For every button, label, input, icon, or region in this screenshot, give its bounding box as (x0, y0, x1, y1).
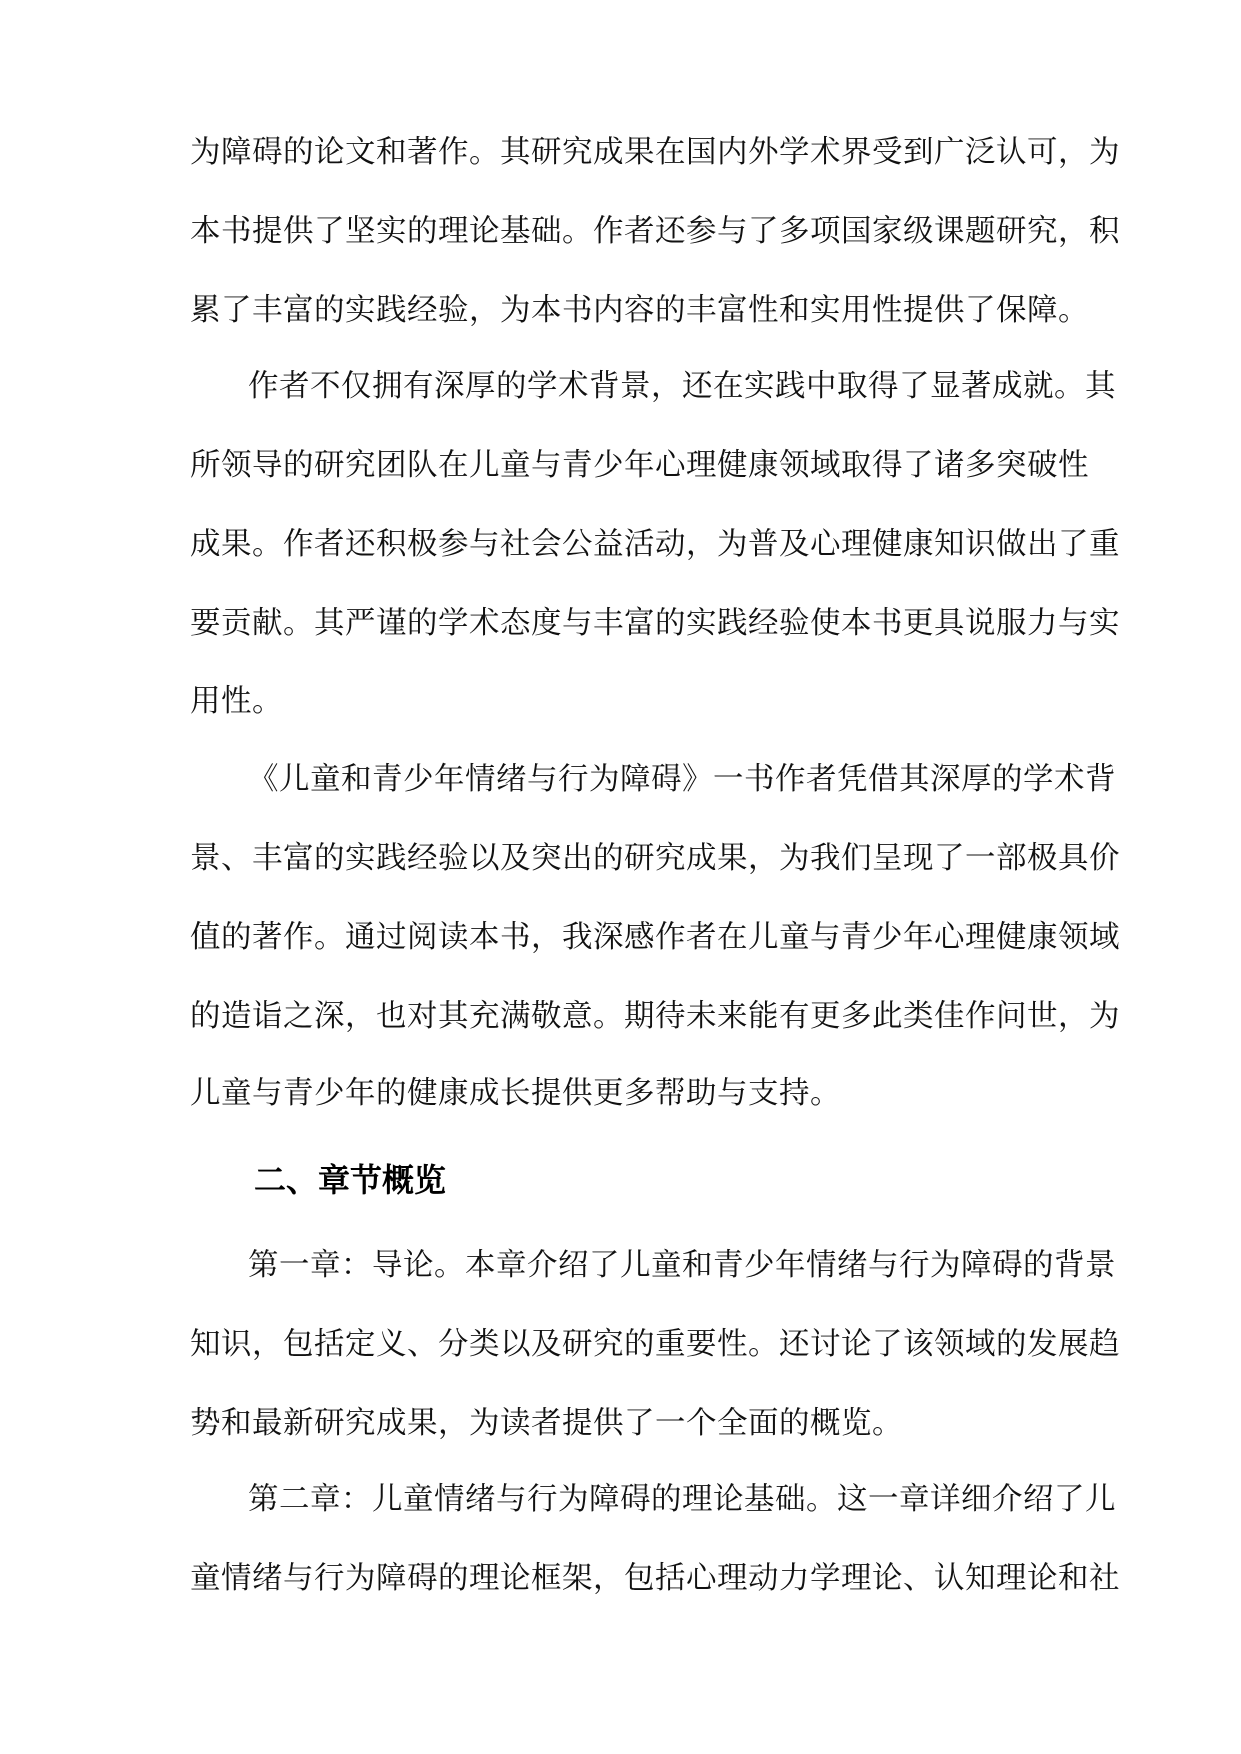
paragraph-1-line-1: 为障碍的论文和著作。其研究成果在国内外学术界受到广泛认可，为 (190, 135, 1120, 170)
paragraph-2-line-3: 成果。作者还积极参与社会公益活动，为普及心理健康知识做出了重 (190, 527, 1120, 562)
paragraph-5-line-1: 第二章：儿童情绪与行为障碍的理论基础。这一章详细介绍了儿 (248, 1482, 1116, 1517)
paragraph-4-line-2: 知识，包括定义、分类以及研究的重要性。还讨论了该领域的发展趋 (190, 1327, 1120, 1362)
paragraph-3-line-4: 的造诣之深，也对其充满敬意。期待未来能有更多此类佳作问世，为 (190, 999, 1120, 1034)
paragraph-3-line-2: 景、丰富的实践经验以及突出的研究成果，为我们呈现了一部极具价 (190, 841, 1120, 876)
paragraph-5-line-2: 童情绪与行为障碍的理论框架，包括心理动力学理论、认知理论和社 (190, 1561, 1120, 1596)
paragraph-4-line-3: 势和最新研究成果，为读者提供了一个全面的概览。 (190, 1406, 903, 1441)
paragraph-2-line-4: 要贡献。其严谨的学术态度与丰富的实践经验使本书更具说服力与实 (190, 606, 1120, 641)
paragraph-2-line-5: 用性。 (190, 684, 283, 719)
paragraph-1-line-3: 累了丰富的实践经验，为本书内容的丰富性和实用性提供了保障。 (190, 293, 1089, 328)
paragraph-3-line-3: 值的著作。通过阅读本书，我深感作者在儿童与青少年心理健康领域 (190, 920, 1120, 955)
paragraph-1-line-2: 本书提供了坚实的理论基础。作者还参与了多项国家级课题研究，积 (190, 214, 1120, 249)
paragraph-2-line-2: 所领导的研究团队在儿童与青少年心理健康领域取得了诸多突破性 (190, 448, 1089, 483)
paragraph-3-line-5: 儿童与青少年的健康成长提供更多帮助与支持。 (190, 1076, 841, 1111)
paragraph-2-line-1: 作者不仅拥有深厚的学术背景，还在实践中取得了显著成就。其 (248, 369, 1116, 404)
paragraph-4-line-1: 第一章：导论。本章介绍了儿童和青少年情绪与行为障碍的背景 (248, 1248, 1116, 1283)
paragraph-3-line-1: 《儿童和青少年情绪与行为障碍》一书作者凭借其深厚的学术背 (248, 762, 1116, 797)
section-heading: 二、章节概览 (254, 1161, 447, 1199)
